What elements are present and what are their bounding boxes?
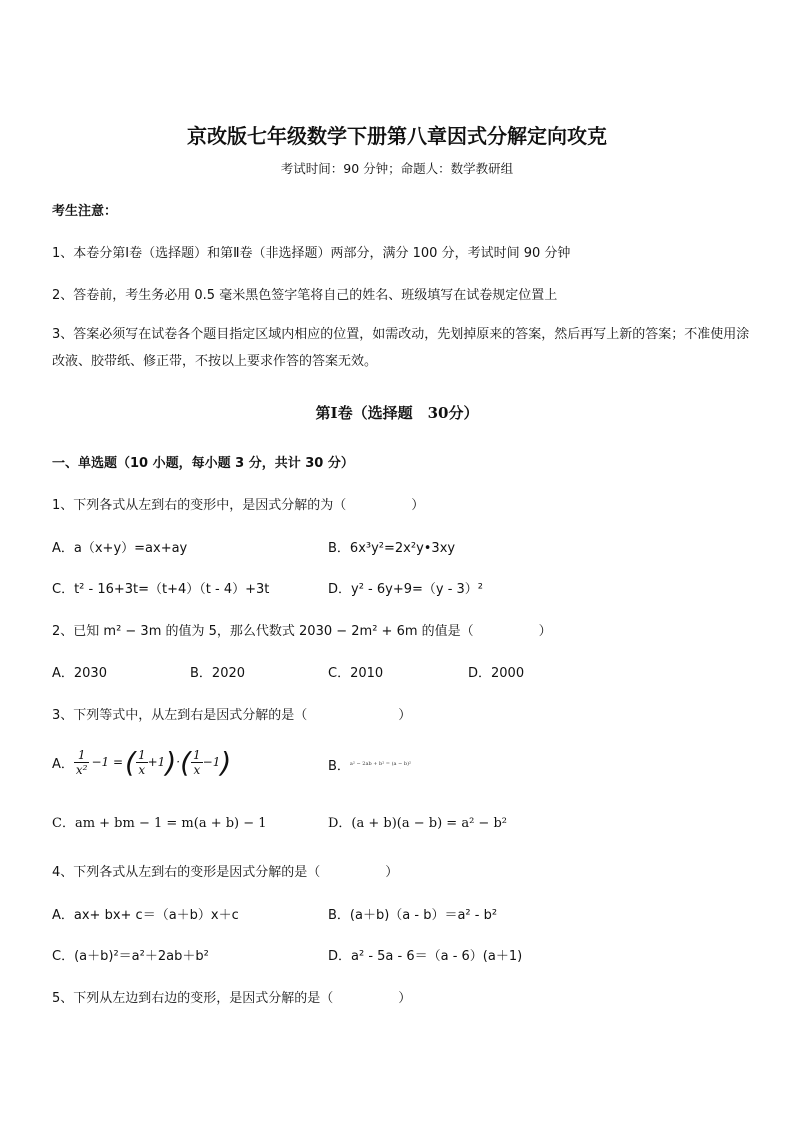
- question-3-option-d: D．(a + b)(a − b) = a² − b²: [328, 816, 507, 831]
- question-5-stem: 5、下列从左边到右边的变形，是因式分解的是（ ）: [52, 991, 412, 1006]
- option-a-expression: $\frac{1}{\text{x²}}$ −1 = ( $\frac{1}{x}$ +1 ) · ( $\frac{1}{x}$ −1 ): [75, 745, 232, 779]
- option-b-small-expression: a² − 2ab + b² = (a − b)²: [349, 761, 412, 767]
- question-4-option-c: C．(a＋b)²＝a²＋2ab＋b²: [52, 949, 209, 964]
- question-3-stem: 3、下列等式中，从左到右是因式分解的是（ ）: [52, 708, 412, 723]
- question-1-stem: 1、下列各式从左到右的变形中，是因式分解的为（ ）: [52, 498, 425, 513]
- fraction-one-over-x-squared: $\frac{1}{\text{x²}}$: [75, 747, 88, 777]
- question-4-option-b: B．(a＋b)（a - b）＝a² - b²: [328, 908, 498, 923]
- question-1-option-b: B．6x³y²=2x²y•3xy: [328, 541, 456, 556]
- page-title: 京改版七年级数学下册第八章因式分解定向攻克: [187, 124, 607, 148]
- question-2-option-a: A．2030: [52, 666, 107, 681]
- part-heading: 一、单选题（10 小题，每小题 3 分，共计 30 分）: [52, 456, 354, 471]
- notice-item-2: 2、答卷前，考生务必用 0.5 毫米黑色签字笔将自己的姓名、班级填写在试卷规定位置上: [52, 288, 558, 303]
- question-1-option-a: A．a（x+y）=ax+ay: [52, 541, 188, 556]
- exam-info: 考试时间：90 分钟；命题人：数学教研组: [280, 161, 514, 176]
- question-4-option-a: A．ax+ bx+ c＝（a＋b）x＋c: [52, 908, 239, 923]
- notice-heading: 考生注意：: [52, 204, 118, 219]
- fraction-one-over-x-2: $\frac{1}{x}$: [193, 747, 201, 777]
- question-2-option-b: B．2020: [190, 666, 246, 681]
- question-2-option-c: C．2010: [328, 666, 384, 681]
- option-a-label: A．: [52, 756, 74, 772]
- question-2-stem: 2、已知 m² − 3m 的值为 5，那么代数式 2030 − 2m² + 6m 的值是（ ）: [52, 624, 552, 639]
- fraction-one-over-x: $\frac{1}{x}$: [137, 747, 146, 777]
- section-title: 第Ⅰ卷（选择题 30分）: [315, 404, 479, 422]
- question-1-option-c: C．t² - 16+3t=（t+4）（t - 4）+3t: [52, 582, 270, 597]
- notice-item-3: 3、答案必须写在试卷各个题目指定区域内相应的位置，如需改动，先划掉原来的答案，然后再写上新的答案；不准使用涂改液、胶带纸、修正带，不按以上要求作答的答案无效。: [52, 327, 750, 369]
- question-3-option-b: B．$^{a^2 - 2ab + b^2 = (a - b)^2}$: [328, 759, 412, 774]
- question-3-option-a: [52, 742, 231, 782]
- question-2-option-d: D．2000: [468, 666, 525, 681]
- question-3-option-c: C．am + bm − 1 = m(a + b) − 1: [52, 816, 267, 831]
- question-4-option-d: D．a² - 5a - 6＝（a - 6）(a＋1): [328, 949, 523, 964]
- question-4-stem: 4、下列各式从左到右的变形是因式分解的是（ ）: [52, 865, 399, 880]
- question-1-option-d: D．y² - 6y+9=（y - 3）²: [328, 582, 484, 597]
- notice-item-1: 1、本卷分第Ⅰ卷（选择题）和第Ⅱ卷（非选择题）两部分，满分 100 分，考试时间 90 分钟: [52, 246, 571, 261]
